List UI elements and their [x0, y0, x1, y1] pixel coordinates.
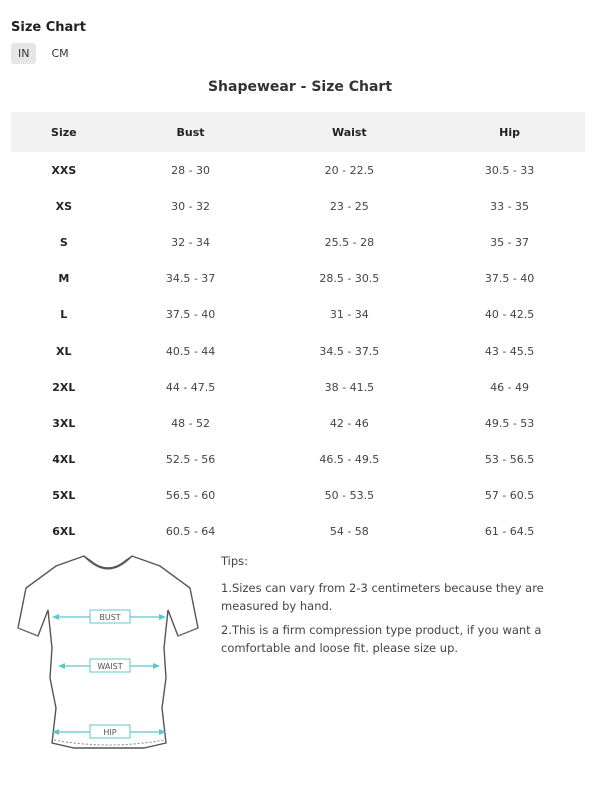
- hip-cell: 49.5 - 53: [484, 416, 535, 430]
- hip-cell: 37.5 - 40: [484, 272, 535, 286]
- size-cell: 4XL: [52, 453, 76, 467]
- hip-cell: 46 - 49: [490, 380, 530, 394]
- size-cell: 2XL: [52, 380, 76, 394]
- waist-cell: 20 - 22.5: [324, 163, 375, 177]
- chart-title: Shapewear - Size Chart: [207, 79, 393, 95]
- bust-cell: 40.5 - 44: [165, 344, 216, 358]
- page-title: Size Chart: [11, 20, 86, 35]
- size-cell: 6XL: [52, 525, 76, 539]
- waist-cell: 54 - 58: [329, 525, 369, 539]
- waist-cell: 25.5 - 28: [324, 235, 375, 249]
- waist-cell: 23 - 25: [329, 199, 369, 213]
- hip-cell: 33 - 35: [490, 199, 530, 213]
- table-row: [11, 442, 585, 478]
- table-row: [11, 514, 585, 550]
- bust-cell: 44 - 47.5: [165, 380, 216, 394]
- size-cell: S: [59, 235, 68, 249]
- hip-cell: 61 - 64.5: [484, 525, 535, 539]
- size-cell: 3XL: [52, 416, 76, 430]
- column-header-waist: Waist: [265, 112, 435, 152]
- waist-label: WAIST: [97, 662, 123, 671]
- bust-cell: 48 - 52: [171, 416, 211, 430]
- waist-cell: 31 - 34: [329, 308, 369, 322]
- size-cell: 5XL: [52, 489, 76, 503]
- size-cell: L: [60, 308, 68, 322]
- bust-cell: 32 - 34: [171, 235, 211, 249]
- bust-cell: 30 - 32: [171, 199, 211, 213]
- hip-cell: 53 - 56.5: [484, 453, 535, 467]
- bust-label: BUST: [99, 613, 121, 622]
- tips-heading: Tips:: [221, 554, 249, 568]
- hip-cell: 43 - 45.5: [484, 344, 535, 358]
- waist-cell: 50 - 53.5: [324, 489, 375, 503]
- waist-cell: 42 - 46: [329, 416, 369, 430]
- unit-in-button[interactable]: IN: [11, 43, 36, 64]
- waist-cell: 38 - 41.5: [324, 380, 375, 394]
- hip-cell: 40 - 42.5: [484, 308, 535, 322]
- tips-section: [221, 552, 581, 663]
- table-row: [11, 224, 585, 260]
- bust-cell: 28 - 30: [171, 163, 211, 177]
- unit-toggle: [11, 43, 76, 64]
- size-cell: XL: [56, 344, 72, 358]
- bust-cell: 34.5 - 37: [165, 272, 216, 286]
- column-header-hip: Hip: [434, 112, 585, 152]
- unit-cm-button[interactable]: CM: [51, 47, 69, 60]
- hip-cell: 35 - 37: [490, 235, 530, 249]
- size-table: [11, 112, 585, 550]
- table-row: [11, 369, 585, 405]
- column-header-size: Size: [11, 112, 117, 152]
- size-cell: M: [58, 272, 70, 286]
- bust-cell: 60.5 - 64: [165, 525, 216, 539]
- shirt-icon: [14, 548, 204, 758]
- table-row: [11, 297, 585, 333]
- table-header-row: [11, 112, 585, 152]
- size-cell: XXS: [51, 163, 77, 177]
- table-row: [11, 188, 585, 224]
- table-row: [11, 261, 585, 297]
- hip-cell: 57 - 60.5: [484, 489, 535, 503]
- size-cell: XS: [55, 199, 72, 213]
- column-header-bust: Bust: [117, 112, 265, 152]
- tip-item: 2.This is a firm compression type product, if you want a comfortable and loose fit. please size up.: [221, 623, 542, 655]
- hip-cell: 30.5 - 33: [484, 163, 535, 177]
- waist-cell: 34.5 - 37.5: [319, 344, 380, 358]
- table-row: [11, 405, 585, 441]
- table-row: [11, 152, 585, 188]
- bust-cell: 37.5 - 40: [165, 308, 216, 322]
- bust-cell: 52.5 - 56: [165, 453, 216, 467]
- shirt-measurement-illustration: [14, 548, 204, 758]
- table-row: [11, 333, 585, 369]
- table-row: [11, 478, 585, 514]
- waist-cell: 46.5 - 49.5: [319, 453, 380, 467]
- table-body: [11, 152, 585, 550]
- bust-cell: 56.5 - 60: [165, 489, 216, 503]
- tip-item: 1.Sizes can vary from 2-3 centimeters because they are measured by hand.: [221, 581, 544, 613]
- waist-cell: 28.5 - 30.5: [319, 272, 380, 286]
- hip-label: HIP: [103, 728, 117, 737]
